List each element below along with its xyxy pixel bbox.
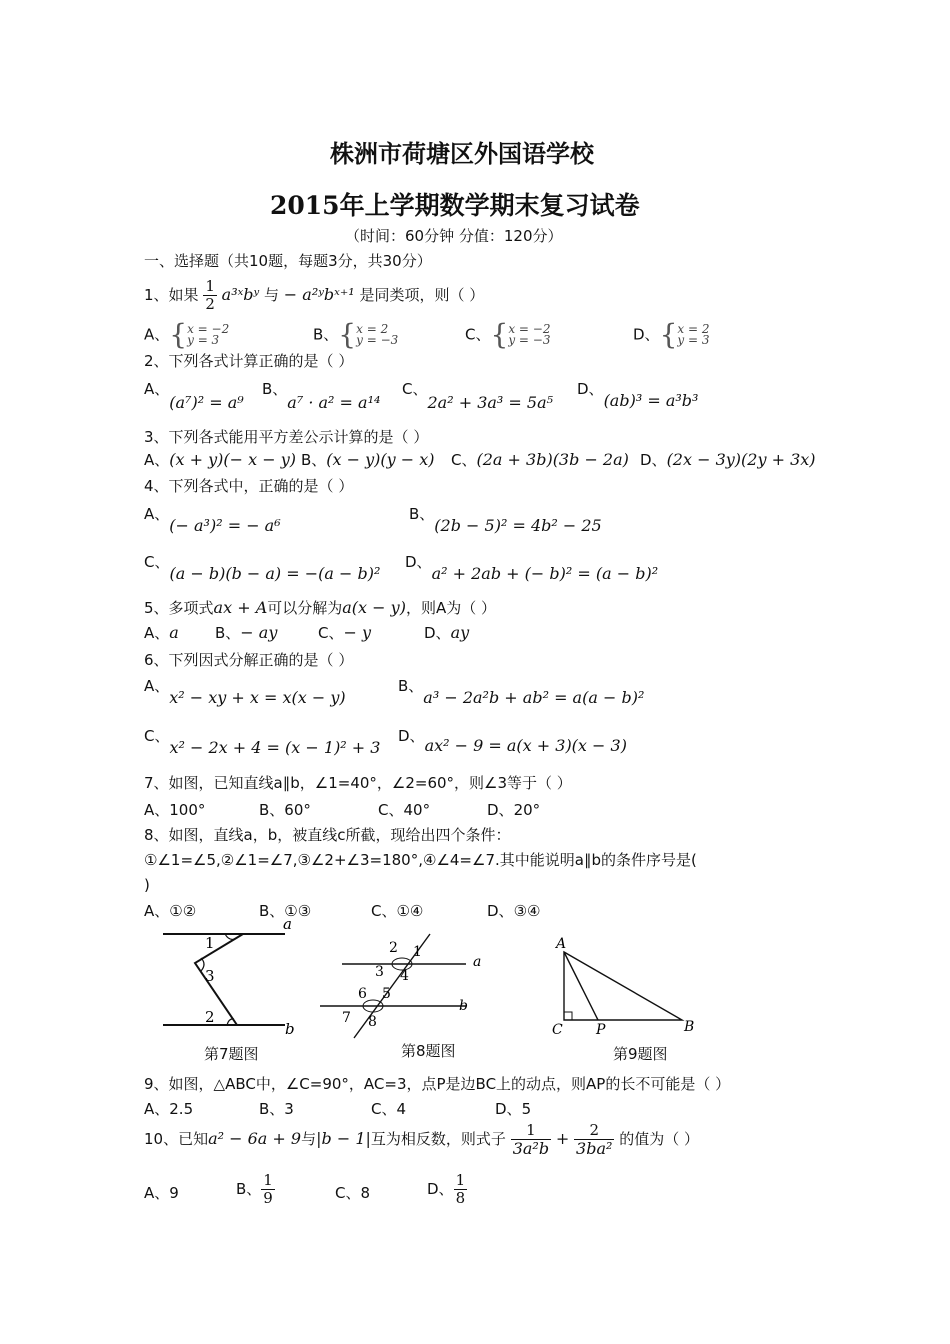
option-fraction [454, 1172, 468, 1207]
q7-option-c[interactable] [378, 801, 430, 819]
q9-option-d[interactable] [495, 1100, 531, 1118]
q1-option-c[interactable] [465, 318, 551, 351]
question-8-stem: 8、如图，直线a，b，被直线c所截，现给出四个条件： [144, 826, 511, 844]
q10-fraction-2 [574, 1122, 614, 1157]
brace-icon: { [659, 318, 678, 351]
q2-option-a[interactable] [144, 380, 244, 412]
sys-line: x = −2 [187, 322, 230, 336]
fig7-label-3: 3 [205, 967, 215, 985]
option-expr: ①② [169, 902, 197, 920]
sys-line: y = −3 [356, 333, 399, 347]
option-expr: ax² − 9 = a(x + 3)(x − 3) [424, 736, 627, 755]
q7-option-a[interactable] [144, 801, 205, 819]
option-expr: − y [343, 623, 372, 642]
option-label: B、 [259, 801, 285, 819]
q3-option-d[interactable] [640, 451, 816, 469]
option-label: A、 [144, 801, 170, 819]
option-expr: a [169, 623, 179, 642]
option-expr: ③④ [513, 902, 541, 920]
question-2-stem: 2、下列各式计算正确的是（ ） [144, 352, 354, 370]
fig8-label-8: 8 [368, 1014, 377, 1030]
q7-option-d[interactable] [487, 801, 540, 819]
option-expr: (a − b)(b − a) = −(a − b)² [169, 564, 381, 583]
question-4-stem: 4、下列各式中，正确的是（ ） [144, 477, 354, 495]
q1-system-b [356, 324, 398, 346]
q6-option-b[interactable] [398, 677, 645, 707]
option-label: D、 [633, 325, 660, 344]
fig9-label-A: A [556, 936, 567, 952]
brace-icon: { [169, 318, 188, 351]
sys-line: x = −2 [508, 322, 551, 336]
q9-option-c[interactable] [371, 1100, 406, 1118]
q1-stem-post: 是同类项，则（ ） [359, 286, 485, 304]
option-expr: (x − y)(y − x) [326, 450, 435, 469]
q3-option-a[interactable] [144, 451, 296, 469]
fig9-label-C: C [552, 1022, 563, 1038]
q10-fraction-1 [511, 1122, 551, 1157]
q6-option-d[interactable] [398, 727, 627, 755]
fig7-label-b: b [285, 1020, 295, 1038]
question-10-stem [144, 1122, 699, 1157]
q5-option-a[interactable] [144, 624, 179, 642]
fig8-label-3: 3 [375, 964, 384, 980]
option-label: D、 [495, 1100, 522, 1118]
option-expr: 9 [169, 1184, 179, 1202]
question-3-stem: 3、下列各式能用平方差公示计算的是（ ） [144, 428, 429, 446]
sys-line: x = 2 [356, 322, 389, 336]
frac-num: 2 [589, 1121, 599, 1139]
option-expr: 100° [169, 801, 206, 819]
q5-stem-pre: 5、多项式 [144, 599, 214, 617]
q10-stem-mid: 与 [301, 1130, 317, 1148]
fig8-label-a: a [473, 954, 482, 970]
q9-option-b[interactable] [259, 1100, 294, 1118]
q1-term2: − a²ʸbˣ⁺¹ [283, 285, 355, 304]
option-label: D、 [424, 624, 451, 642]
option-label: C、 [371, 902, 397, 920]
q1-term1: a³ˣbʸ [221, 285, 260, 304]
q10-option-a[interactable] [144, 1184, 179, 1202]
q10-stem-mid2: 互为相反数，则式子 [370, 1130, 506, 1148]
q2-option-c[interactable] [402, 380, 554, 412]
option-expr: 60° [284, 801, 311, 819]
q10-expr1: a² − 6a + 9 [208, 1129, 302, 1148]
fig9-label-B: B [684, 1019, 695, 1035]
fig8-label-6: 6 [358, 986, 367, 1002]
option-label: B、 [262, 380, 288, 398]
q6-option-a[interactable] [144, 677, 346, 707]
q1-coefficient [203, 278, 217, 313]
option-label: A、 [144, 1184, 170, 1202]
option-label: D、 [405, 553, 432, 571]
q4-option-d[interactable] [405, 553, 659, 583]
option-expr: 4 [396, 1100, 407, 1118]
option-expr: ①④ [396, 902, 424, 920]
option-expr: (2a + 3b)(3b − 2a) [476, 450, 629, 469]
q5-stem-post: ，则A为（ ） [405, 599, 496, 617]
option-label: A、 [144, 1100, 170, 1118]
option-expr: 8 [360, 1184, 371, 1202]
q1-system-d [677, 324, 709, 346]
option-expr: a⁷ · a² = a¹⁴ [287, 393, 381, 412]
option-label: A、 [144, 624, 170, 642]
option-label: A、 [144, 380, 170, 398]
option-label: B、 [409, 505, 435, 523]
q6-option-c[interactable] [144, 727, 381, 757]
q1-stem-mid: 与 [264, 286, 280, 304]
sys-line: y = −3 [508, 333, 551, 347]
option-expr: (x + y)(− x − y) [169, 450, 297, 469]
option-expr: (2b − 5)² = 4b² − 25 [434, 516, 602, 535]
q1-stem-pre: 1、如果 [144, 286, 199, 304]
q10-expr2: |b − 1| [316, 1129, 371, 1148]
exam-meta: （时间：60分钟 分值：120分） [345, 227, 563, 245]
option-expr: (− a³)² = − a⁶ [169, 516, 281, 535]
option-label: A、 [144, 451, 170, 469]
q5-option-c[interactable] [318, 624, 371, 642]
q2-option-d[interactable] [577, 380, 699, 410]
frac-num: 1 [455, 1171, 466, 1189]
sys-line: y = 3 [677, 333, 710, 347]
option-label: D、 [398, 727, 425, 745]
figure-7-caption: 第7题图 [204, 1045, 259, 1063]
q4-option-b[interactable] [409, 505, 602, 535]
option-label: B、 [259, 1100, 285, 1118]
fig8-label-7: 7 [342, 1010, 351, 1026]
sys-line: y = 3 [187, 333, 220, 347]
fig7-label-1: 1 [205, 934, 215, 952]
option-expr: a² + 2ab + (− b)² = (a − b)² [431, 564, 659, 583]
option-expr: a³ − 2a²b + ab² = a(a − b)² [423, 688, 645, 707]
option-label: C、 [144, 727, 170, 745]
figure-9 [548, 930, 708, 1040]
q4-option-a[interactable] [144, 505, 281, 535]
q8-option-d[interactable] [487, 902, 540, 920]
q1-option-a[interactable] [144, 318, 230, 351]
option-label: D、 [640, 451, 667, 469]
option-expr: 2.5 [169, 1100, 194, 1118]
figure-9-caption: 第9题图 [613, 1045, 668, 1063]
q5-option-b[interactable] [215, 624, 277, 642]
option-label: B、 [259, 902, 285, 920]
question-6-stem: 6、下列因式分解正确的是（ ） [144, 651, 354, 669]
frac-den: 3a²b [512, 1139, 550, 1158]
q1-system-a [187, 324, 229, 346]
option-label: D、 [487, 801, 514, 819]
option-label: B、 [398, 677, 424, 695]
option-expr: 3 [284, 1100, 294, 1118]
fig8-label-4: 4 [400, 968, 409, 984]
q1-coef-den: 2 [205, 295, 215, 313]
q10-plus: + [555, 1129, 570, 1148]
option-expr: x² − xy + x = x(x − y) [169, 688, 346, 707]
q3-option-c[interactable] [451, 451, 629, 469]
q2-option-b[interactable] [262, 380, 381, 412]
option-label: C、 [318, 624, 344, 642]
q1-system-c [508, 324, 550, 346]
q4-option-c[interactable] [144, 553, 381, 583]
option-expr: x² − 2x + 4 = (x − 1)² + 3 [169, 738, 381, 757]
fig8-label-b: b [459, 998, 468, 1014]
fig8-label-2: 2 [389, 940, 398, 956]
q1-option-d[interactable] [633, 318, 710, 351]
q10-option-c[interactable] [335, 1184, 370, 1202]
figure-8-caption: 第8题图 [401, 1042, 456, 1060]
option-label: A、 [144, 902, 170, 920]
q5-stem-mid: 可以分解为 [267, 599, 343, 617]
option-label: A、 [144, 677, 170, 695]
fig7-label-a: a [283, 918, 292, 933]
option-expr: (a⁷)² = a⁹ [169, 393, 244, 412]
fig8-label-1: 1 [413, 944, 422, 960]
option-expr: (ab)³ = a³b³ [603, 391, 699, 410]
option-expr: 20° [513, 801, 541, 819]
option-label: B、 [313, 325, 339, 344]
option-label: C、 [465, 325, 491, 344]
question-8-conditions: ①∠1=∠5,②∠1=∠7,③∠2+∠3=180°,④∠4=∠7.其中能说明a∥b的条件序号是( [144, 851, 697, 869]
q7-option-b[interactable] [259, 801, 311, 819]
frac-den: 8 [455, 1189, 466, 1207]
q10-option-b[interactable] [236, 1172, 275, 1207]
question-9-stem: 9、如图，△ABC中，∠C=90°，AC=3，点P是边BC上的动点，则AP的长不可能是（ ） [144, 1075, 731, 1093]
option-label: D、 [577, 380, 604, 398]
option-label: C、 [144, 553, 170, 571]
brace-icon: { [338, 318, 357, 351]
sys-line: x = 2 [677, 322, 710, 336]
option-expr: 2a² + 3a³ = 5a⁵ [427, 393, 554, 412]
option-label: A、 [144, 505, 170, 523]
option-expr: 40° [403, 801, 431, 819]
q5-expr1: ax + A [213, 598, 268, 617]
option-expr: 5 [521, 1100, 532, 1118]
option-label: D、 [487, 902, 514, 920]
fig7-label-2: 2 [205, 1008, 215, 1026]
q9-option-a[interactable] [144, 1100, 193, 1118]
option-label: B、 [301, 451, 327, 469]
question-8-close: ) [144, 876, 150, 894]
question-1-stem [144, 278, 484, 313]
q10-stem-pre: 10、已知 [144, 1130, 209, 1148]
q1-option-b[interactable] [313, 318, 399, 351]
option-label: C、 [402, 380, 428, 398]
figure-7 [155, 918, 305, 1043]
option-label: B、 [215, 624, 241, 642]
q10-option-d[interactable] [427, 1172, 467, 1207]
option-expr: (2x − 3y)(2y + 3x) [666, 450, 816, 469]
question-5-stem [144, 599, 496, 617]
frac-den: 9 [263, 1189, 273, 1207]
fig8-label-5: 5 [382, 986, 391, 1002]
school-title: 株洲市荷塘区外国语学校 [330, 139, 594, 168]
option-label: D、 [427, 1180, 454, 1198]
option-label: C、 [378, 801, 404, 819]
q5-expr2: a(x − y) [342, 598, 406, 617]
option-fraction [261, 1172, 275, 1207]
option-label: C、 [335, 1184, 361, 1202]
fig9-label-P: P [596, 1022, 606, 1038]
option-expr: ay [450, 623, 470, 642]
brace-icon: { [490, 318, 509, 351]
frac-den: 3ba² [576, 1139, 613, 1158]
q8-option-c[interactable] [371, 902, 423, 920]
option-label: C、 [451, 451, 477, 469]
exam-title: 2015年上学期数学期末复习试卷 [270, 191, 640, 220]
frac-num: 1 [526, 1121, 536, 1139]
option-expr: ①③ [284, 902, 312, 920]
q3-option-b[interactable] [301, 451, 435, 469]
section-heading: 一、选择题（共10题，每题3分，共30分） [144, 252, 432, 270]
figure-8 [316, 930, 496, 1040]
q1-coef-num: 1 [205, 277, 215, 295]
option-expr: − ay [240, 623, 278, 642]
option-label: C、 [371, 1100, 397, 1118]
question-7-stem: 7、如图，已知直线a∥b，∠1=40°，∠2=60°，则∠3等于（ ） [144, 774, 572, 792]
option-label: B、 [236, 1180, 262, 1198]
option-label: A、 [144, 325, 170, 344]
q5-option-d[interactable] [424, 624, 469, 642]
q10-stem-post: 的值为（ ） [619, 1130, 699, 1148]
frac-num: 1 [263, 1171, 273, 1189]
